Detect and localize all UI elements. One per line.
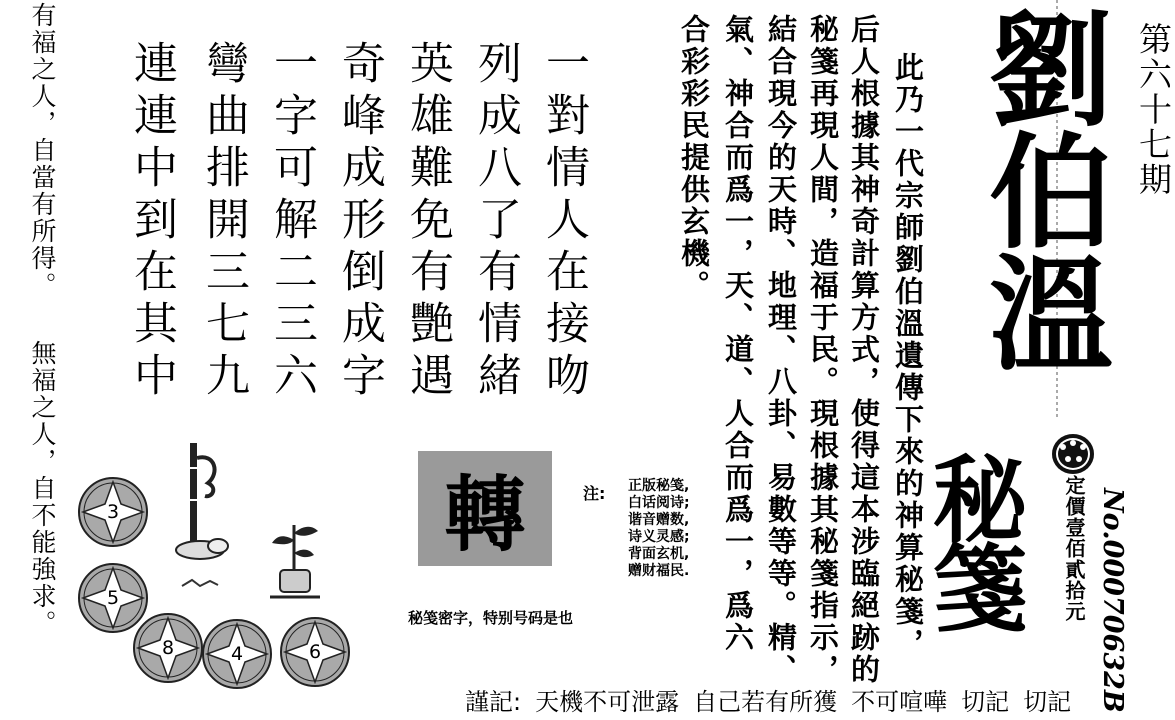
number-badge bbox=[279, 616, 351, 688]
bamboo-illustration bbox=[160, 438, 240, 563]
badge-number: 6 bbox=[308, 641, 322, 663]
badge-number: 4 bbox=[230, 643, 244, 665]
footer-part: 不可喧嘩 bbox=[851, 688, 948, 716]
note-line: 白话阅诗; bbox=[628, 495, 690, 511]
footer-part: 自己若有所獲 bbox=[693, 688, 838, 716]
side-note-unfortunate: 無福之人，自不能強求。 bbox=[28, 340, 57, 637]
price-label: 定價壹佰貳拾元 bbox=[1062, 475, 1086, 622]
number-badge bbox=[77, 476, 149, 548]
zhuan-character: 轉 bbox=[443, 467, 526, 563]
sprout-illustration bbox=[262, 515, 327, 605]
side-note-fortunate: 有福之人，自當有所得。 bbox=[28, 2, 57, 299]
badge-number: 5 bbox=[106, 587, 120, 609]
note-line: 谐音赠数, bbox=[628, 512, 690, 528]
footer-part: 天機不可泄露 bbox=[535, 688, 680, 716]
note-line: 背面玄机, bbox=[628, 546, 690, 562]
footer-label: 謹記: bbox=[465, 688, 522, 716]
footer-part: 切記 bbox=[961, 688, 1010, 716]
poem-line: 一對情人在接吻 bbox=[538, 40, 589, 404]
note-line: 诗义灵感; bbox=[628, 529, 690, 545]
intro-line: 結合現今的天時、地理、八卦、易數等等。精、 bbox=[764, 14, 798, 686]
poem-line: 一字可解二三六 bbox=[266, 40, 317, 404]
serial-number: No.00070632B bbox=[1097, 488, 1128, 713]
footer-reminder bbox=[465, 682, 1085, 717]
poem-line: 列成八了有情緒 bbox=[470, 40, 521, 404]
note-line: 正版秘笺, bbox=[628, 478, 690, 494]
poem-line: 連連中到在其中 bbox=[126, 40, 177, 404]
notes-label: 注: bbox=[583, 484, 606, 503]
notes-list bbox=[628, 478, 690, 580]
zhuan-box bbox=[418, 451, 552, 566]
intro-line: 合彩彩民提供玄機。 bbox=[677, 14, 711, 302]
subtitle: 秘箋 bbox=[917, 450, 1028, 628]
caption: 秘笺密字，特别号码是也 bbox=[408, 609, 574, 627]
note-line: 赠财福民. bbox=[628, 563, 690, 579]
badge-number: 8 bbox=[161, 637, 175, 659]
intro-line: 氣、神合而爲一，天、道、人合而爲一，爲六 bbox=[721, 14, 755, 654]
footer-part: 切記 bbox=[1023, 688, 1072, 716]
page-title: 劉伯溫 bbox=[968, 5, 1113, 371]
issue-number: 第六十七期 bbox=[1134, 22, 1173, 197]
intro-line: 后人根據其神奇計算方式，使得這本涉臨絕跡的 bbox=[847, 14, 881, 686]
badge-number: 3 bbox=[106, 501, 120, 523]
intro-line: 此乃一代宗師劉伯溫遺傳下來的神算秘箋， bbox=[891, 52, 925, 660]
intro-line: 秘箋再現人間，造福于民。現根據其秘箋指示， bbox=[806, 14, 840, 686]
number-badge bbox=[132, 612, 204, 684]
poem-line: 英雄難免有艷遇 bbox=[402, 40, 453, 404]
poem-line: 彎曲排開三七九 bbox=[198, 40, 249, 404]
number-badge bbox=[201, 618, 273, 690]
seal-stamp bbox=[1052, 434, 1094, 474]
poem-line: 奇峰成形倒成字 bbox=[334, 40, 385, 404]
bird-scribble bbox=[180, 578, 220, 590]
